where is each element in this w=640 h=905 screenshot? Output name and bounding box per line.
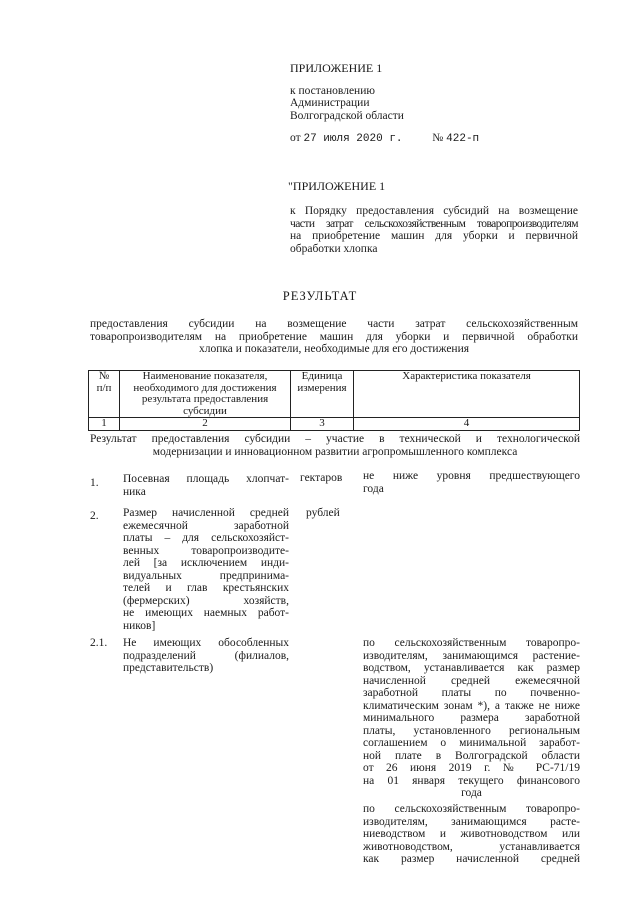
row-2-1-name-line: подразделений (филиалов,: [123, 649, 289, 662]
header-text: необходимого для достижения: [133, 381, 277, 394]
row-2-1-char-b-line: ниеводством и животноводством или: [363, 828, 580, 840]
row-2-name-line: не имеющих наемных работ-: [123, 607, 289, 619]
row-2-1-char-line: соглашением о минимальной заработ-: [363, 737, 580, 749]
header-text: №: [98, 370, 110, 382]
quoted-line: на приобретение машин для уборки и первичной: [290, 230, 578, 242]
quoted-line: обработки хлопка: [290, 242, 378, 255]
row-2-1-characteristic-b: [363, 803, 580, 866]
row-2-1-char-line: климатическим зонам *), а также не ниже: [363, 699, 580, 712]
appendix-header: [290, 62, 550, 146]
indicator-table-header: [88, 370, 580, 431]
row-2-1-char-line: заработной платы по почвенно-: [363, 687, 580, 699]
title-line: товаропроизводителям на приобретение машин для уборки и первичной обработки: [90, 330, 578, 343]
header-text: п/п: [96, 381, 112, 394]
row-2-1-char-line: на 01 января текущего финансового: [363, 774, 580, 787]
row-2-name-line: (фермерских) хозяйств,: [123, 594, 289, 607]
col-number-1: 1: [89, 418, 120, 431]
row-2-1-char-line: от 26 июня 2019 г. № РС-71/19: [363, 762, 580, 774]
row-2-1-char-line: водством, устанавливается как размер: [363, 662, 580, 674]
row-2-name-line: видуальных предпринима-: [123, 569, 289, 582]
row-1-number: 1.: [90, 477, 99, 489]
document-title: РЕЗУЛЬТАТ: [282, 289, 358, 303]
row-2-name: [123, 507, 289, 632]
administration: Администрации: [290, 97, 370, 109]
quoted-line: к Порядку предоставления субсидий на возмещение: [290, 205, 578, 217]
title-description: [90, 318, 578, 356]
number-value: 422-п: [446, 133, 480, 145]
col-number-4: 4: [354, 418, 580, 431]
number-prefix: №: [432, 132, 444, 144]
region: Волгоградской области: [290, 109, 404, 122]
row-2-name-line: лей [за исключением инди-: [123, 557, 289, 569]
row-1-char-line: не ниже уровня предшествующего: [363, 470, 580, 482]
row-2-1-char-line: минимального размера заработной: [363, 712, 580, 724]
row-2-1-char-b-line: по сельскохозяйственным товаропро-: [363, 803, 580, 815]
row-1-char-line: года: [363, 482, 384, 495]
row-2-1-name-line: Не имеющих обособленных: [123, 637, 289, 649]
row-2-name-line: венных товаропроизводите-: [123, 544, 289, 557]
col-number-2: 2: [120, 418, 291, 431]
quoted-appendix-text: [290, 205, 578, 255]
row-1-unit: гектаров: [300, 472, 343, 484]
row-2-1-char-b-line: как размер начисленной средней: [363, 853, 580, 865]
col-number-3: 3: [291, 418, 354, 431]
row-2-name-line: ников]: [123, 619, 156, 632]
result-line: Результат предоставления субсидии – участие в технической и технологической: [90, 433, 580, 445]
row-2-1-char-line: начисленной средней ежемесячной: [363, 674, 580, 687]
row-2-name-line: платы – для сельскохозяйст-: [123, 532, 289, 544]
row-2-1-name-line: представительств): [123, 662, 214, 674]
row-2-1-char-line: платы, установленного региональным: [363, 724, 580, 737]
row-2-1-char-line: по сельскохозяйственным товаропро-: [363, 637, 580, 649]
row-2-1-char-b-line: животноводством, устанавливается: [363, 840, 580, 853]
appendix-title: ПРИЛОЖЕНИЕ 1: [290, 61, 383, 75]
row-2-name-line: ежемесячной заработной: [123, 519, 289, 532]
row-2-1-number: 2.1.: [90, 637, 108, 649]
resolution-date-line: [290, 132, 550, 146]
row-1-characteristic: [363, 470, 580, 495]
title-line: хлопка и показатели, необходимые для его достижения: [198, 343, 470, 355]
row-2-1-name: [123, 637, 289, 675]
result-line: модернизации и инновационном развитии агропромышленного комплекса: [152, 445, 518, 458]
result-statement: [90, 433, 580, 458]
row-2-name-line: Размер начисленной средней: [123, 507, 289, 519]
header-text: Единица: [301, 370, 343, 382]
row-2-name-line: телей и глав крестьянских: [123, 582, 289, 594]
row-2-1-char-line: изводителям, занимающимся растение-: [363, 649, 580, 662]
row-2-unit: рублей: [306, 507, 340, 519]
quoted-appendix-title: "ПРИЛОЖЕНИЕ 1: [288, 179, 386, 193]
date-value: 27 июля 2020 г.: [303, 133, 403, 145]
header-col-number: [89, 371, 120, 418]
date-prefix: от: [290, 132, 301, 144]
row-2-1-char-line: года: [461, 787, 482, 799]
header-col-characteristic: [354, 371, 580, 418]
row-1-name-line: ника: [123, 485, 146, 498]
row-2-number: 2.: [90, 510, 99, 522]
header-col-name: [120, 371, 291, 418]
row-1-name-line: Посевная площадь хлопчат-: [123, 473, 289, 485]
header-col-unit: [291, 371, 354, 418]
header-text: измерения: [297, 381, 347, 394]
quoted-line: части затрат сельскохозяйственным товаропроизводителям: [290, 217, 578, 230]
header-text: Наименование показателя,: [142, 370, 268, 382]
row-2-1-characteristic-a: [363, 637, 580, 800]
title-line: предоставления субсидии на возмещение части затрат сельскохозяйственным: [90, 318, 578, 330]
header-text: Характеристика показателя: [402, 370, 531, 382]
row-2-1-char-line: ной плате в Волгоградской области: [363, 749, 580, 762]
row-2-1-char-b-line: изводителям, занимающимся расте-: [363, 815, 580, 828]
header-text: результата предоставления: [141, 393, 269, 405]
row-1-name: [123, 473, 289, 498]
header-text: субсидии: [183, 404, 227, 417]
to-resolution: к постановлению: [290, 84, 375, 97]
